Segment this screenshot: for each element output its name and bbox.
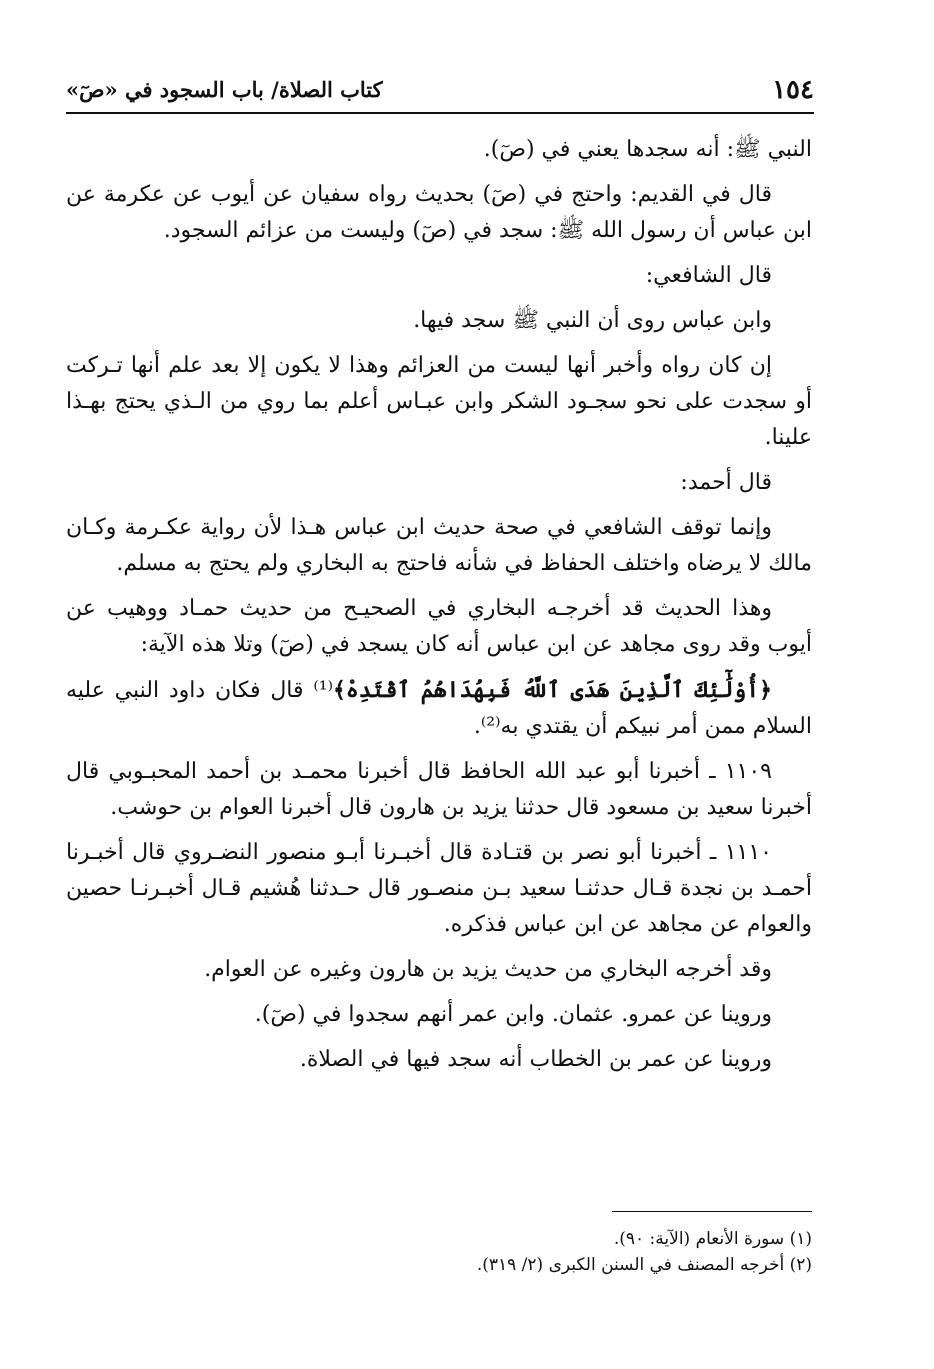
header-rule (66, 112, 814, 114)
paragraph: قال أحمد: (680, 470, 772, 495)
footnote-2: (٢) أخرجه المصنف في السنن الكبرى (٢/ ٣١٩). (476, 1255, 812, 1275)
paragraph: وإنما توقف الشافعي في صحة حديث ابن عباس هـذا لأن رواية عكـرمة وكـان مالك لا يرضاه واختلف الحفاظ في شأنه فاحتج به البخاري ولم يحتج به مسلم. (66, 515, 812, 576)
paragraph-text: ⁽¹⁾ قال فكان داود النبي عليه السلام ممن أمر نبيكم أن يقتدي به⁽²⁾. (66, 678, 812, 739)
running-title: كتاب الصلاة/ باب السجود في «صٓ» (66, 77, 383, 102)
hadith-1109: ١١٠٩ ـ أخبرنا أبو عبد الله الحافظ قال أخبرنا محمـد بن أحمد المحبـوبي قال أخبرنا سعيد بن مسعود قال حدثنا يزيد بن هارون قال أخبرنا العوام بن حوشب. (66, 759, 812, 820)
paragraph: وروينا عن عمرو. عثمان. وابن عمر أنهم سجدوا في (صٓ). (254, 1002, 772, 1027)
main-text (66, 132, 812, 1087)
footnote-1: (١) سورة الأنعام (الآية: ٩٠). (613, 1229, 812, 1249)
paragraph: وهذا الحديث قد أخرجـه البخاري في الصحيـح من حديث حمـاد ووهيب عن أيوب وقد روى مجاهد عن ابن عباس أنه كان يسجد في (صٓ) وتلا هذه الآية: (66, 596, 812, 657)
paragraph: النبي ﷺ: أنه سجدها يعني في (صٓ). (483, 137, 812, 162)
quran-verse: ﴿أُوْلَٰٓئِكَ ٱلَّذِينَ هَدَى ٱللَّهُ فَبِهُدَاهُمُ ٱقْتَدِهْ﴾ (332, 677, 773, 703)
hadith-1110: ١١١٠ ـ أخبرنا أبو نصر بن قتـادة قال أخبـرنا أبـو منصور النضـروي قال أخبـرنا أحمـد بن نجدة قـال حدثنـا سعيد بـن منصـور قال حـدثنا هُشيم قـال أخبـرنـا حصين والعوام عن مجاهد عن ابن عباس فذكره. (66, 840, 812, 937)
paragraph: قال في القديم: واحتج في (صٓ) بحديث رواه سفيان عن أيوب عن عكرمة عن ابن عباس أن رسول الله ﷺ: سجد في (صٓ) وليست من عزائم السجود. (66, 182, 812, 243)
paragraph: وروينا عن عمر بن الخطاب أنه سجد فيها في الصلاة. (299, 1047, 772, 1072)
paragraph-with-verse (66, 672, 812, 745)
paragraph: وقد أخرجه البخاري من حديث يزيد بن هارون وغيره عن العوام. (204, 957, 772, 982)
footnote-rule (612, 1211, 812, 1212)
footnotes (66, 1226, 812, 1278)
page-number: ١٥٤ (772, 75, 814, 105)
paragraph: قال الشافعي: (645, 263, 772, 288)
paragraph: إن كان رواه وأخبر أنها ليست من العزائم وهذا لا يكون إلا بعد علم أنها تـركت أو سجدت على نحو سجـود الشكر وابن عبـاس أعلم بما روي من الـذي يحتج بهـذا علينا. (66, 353, 812, 450)
page-header (66, 72, 814, 112)
paragraph: وابن عباس روى أن النبي ﷺ سجد فيها. (413, 308, 772, 333)
